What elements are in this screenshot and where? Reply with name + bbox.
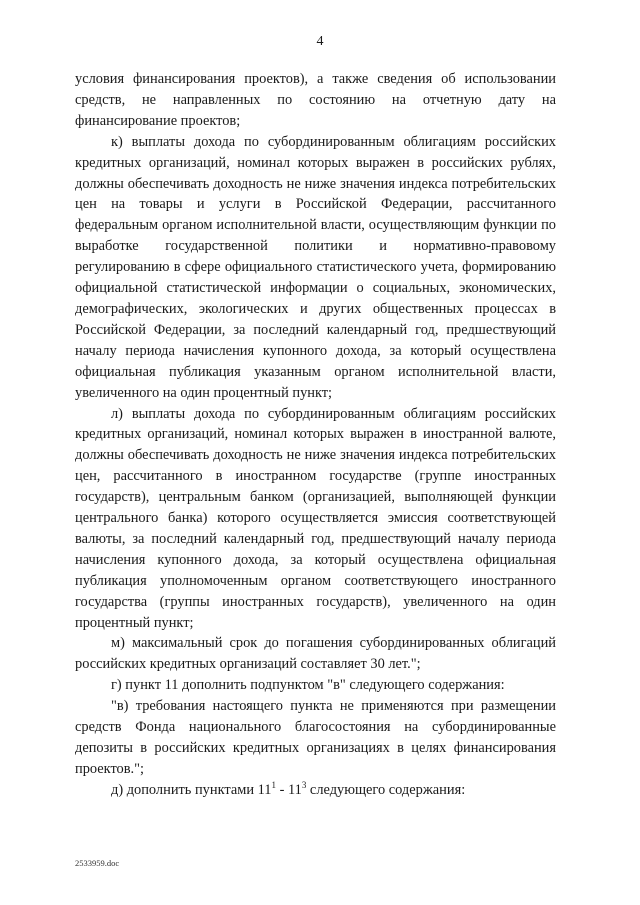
paragraph-m: м) максимальный срок до погашения субординированных облигаций российских кредитных организаций составляет 30 лет."; — [75, 635, 556, 673]
superscript-3: 3 — [301, 779, 307, 790]
paragraph-d — [75, 780, 556, 801]
paragraph-k: к) выплаты дохода по субординированным облигациям российских кредитных организаций, номинал которых выражен в российских рублях, должны обеспечивать доходность не ниже значения индекса потребительских цен на товары и услуги в Российской Федерации, рассчитанного федеральным органом исполнительной власти, осуществляющим функции по выработке государственной политики и нормативно-правовому регулированию в сфере официального статистического учета, формированию официальной статистической информации о социальных, экономических, демографических, экологических и других общественных процессах в Российской Федерации, за последний календарный год, предшествующий началу периода начисления купонного дохода, за который осуществлена официальная публикация указанным органом исполнительной власти, увеличенного на один процентный пункт; — [75, 133, 556, 401]
paragraph-d-middle: - 11 — [275, 781, 302, 798]
page-number: 4 — [316, 34, 324, 49]
paragraph-d-after: следующего содержания: — [306, 781, 466, 798]
paragraph-g: г) пункт 11 дополнить подпунктом "в" следующего содержания: — [111, 677, 505, 694]
paragraph-d-before: д) дополнить пунктами 11 — [111, 781, 272, 798]
paragraph-continuation: условия финансирования проектов), а также сведения об использовании средств, не направленных по состоянию на отчетную дату на финансирование проектов; — [75, 71, 556, 129]
paragraph-v: "в) требования настоящего пункта не применяются при размещении средств Фонда национального благосостояния на субординированные депозиты в российских кредитных организациях в целях финансирования проектов."; — [75, 698, 556, 777]
document-body — [75, 69, 556, 801]
superscript-1: 1 — [271, 779, 276, 790]
paragraph-l: л) выплаты дохода по субординированным облигациям российских кредитных организаций, номинал которых выражен в иностранной валюте, должны обеспечивать доходность не ниже значения индекса потребительских цен, рассчитанного в иностранном государстве (группе иностранных государств), центральным банком (организацией, выполняющей функции центрального банка) которого осуществляется эмиссия соответствующей валюты, за последний календарный год, предшествующий началу периода начисления купонного дохода, за который осуществлена официальная публикация уполномоченным органом соответствующего иностранного государства (группы иностранных государств), увеличенного на один процентный пункт; — [75, 405, 556, 631]
document-footer-code: 2533959.doc — [75, 858, 120, 868]
